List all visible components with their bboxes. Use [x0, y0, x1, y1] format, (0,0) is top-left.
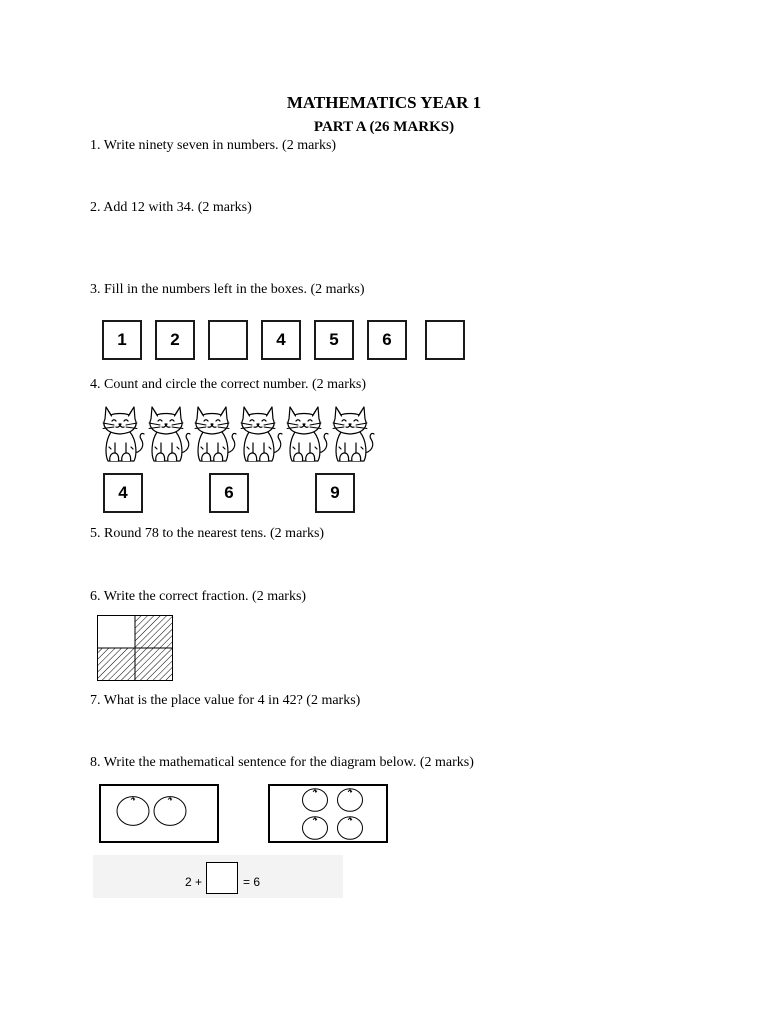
orange-icon — [338, 789, 363, 812]
answer-option-box: 6 — [209, 473, 249, 513]
question-5-text: 5. Round 78 to the nearest tens. (2 marks) — [90, 526, 325, 541]
question-3-text: 3. Fill in the numbers left in the boxes. (2 marks) — [90, 282, 365, 297]
answer-option-box: 9 — [315, 473, 355, 513]
number-box: 4 — [261, 320, 301, 360]
fraction-grid — [97, 615, 173, 681]
number-box: 2 — [155, 320, 195, 360]
math-sentence-left: 2 + — [185, 875, 203, 889]
answer-options — [103, 473, 355, 513]
cat-group — [100, 403, 376, 465]
math-sentence-area — [93, 855, 343, 898]
fraction-cell-shaded — [135, 648, 173, 681]
cat-icon — [146, 403, 192, 465]
question-4-text: 4. Count and circle the correct number. (2 marks) — [90, 377, 367, 392]
orange-icon — [338, 817, 363, 840]
orange-group-left — [99, 784, 219, 843]
fraction-cell-unshaded — [98, 616, 136, 649]
empty-number-box — [208, 320, 248, 360]
question-8-text: 8. Write the mathematical sentence for the diagram below. (2 marks) — [90, 755, 474, 770]
fraction-cell-shaded — [98, 648, 136, 681]
answer-option-box: 4 — [103, 473, 143, 513]
orange-group-right — [268, 784, 388, 843]
cat-icon — [284, 403, 330, 465]
question-1-text: 1. Write ninety seven in numbers. (2 marks) — [90, 138, 337, 153]
orange-icon — [303, 789, 328, 812]
cat-icon — [238, 403, 284, 465]
orange-icon — [117, 797, 149, 826]
question-6-text: 6. Write the correct fraction. (2 marks) — [90, 589, 307, 604]
math-sentence-right: = 6 — [243, 875, 261, 889]
page-title: MATHEMATICS YEAR 1 — [286, 93, 482, 112]
cat-icon — [330, 403, 376, 465]
number-sequence-boxes — [102, 320, 465, 360]
number-box: 6 — [367, 320, 407, 360]
orange-group-right-drawing — [270, 786, 386, 841]
number-box: 5 — [314, 320, 354, 360]
orange-icon — [303, 817, 328, 840]
cat-icon — [192, 403, 238, 465]
orange-group-left-drawing — [101, 786, 217, 841]
question-7-text: 7. What is the place value for 4 in 42? (2 marks) — [90, 693, 361, 708]
question-2-text: 2. Add 12 with 34. (2 marks) — [90, 200, 252, 215]
number-box: 1 — [102, 320, 142, 360]
cat-icon — [100, 403, 146, 465]
empty-number-box — [425, 320, 465, 360]
fraction-cell-shaded — [135, 616, 173, 649]
math-sentence — [185, 862, 260, 894]
answer-box — [206, 862, 238, 894]
orange-icon — [154, 797, 186, 826]
section-title: PART A (26 MARKS) — [313, 119, 455, 135]
